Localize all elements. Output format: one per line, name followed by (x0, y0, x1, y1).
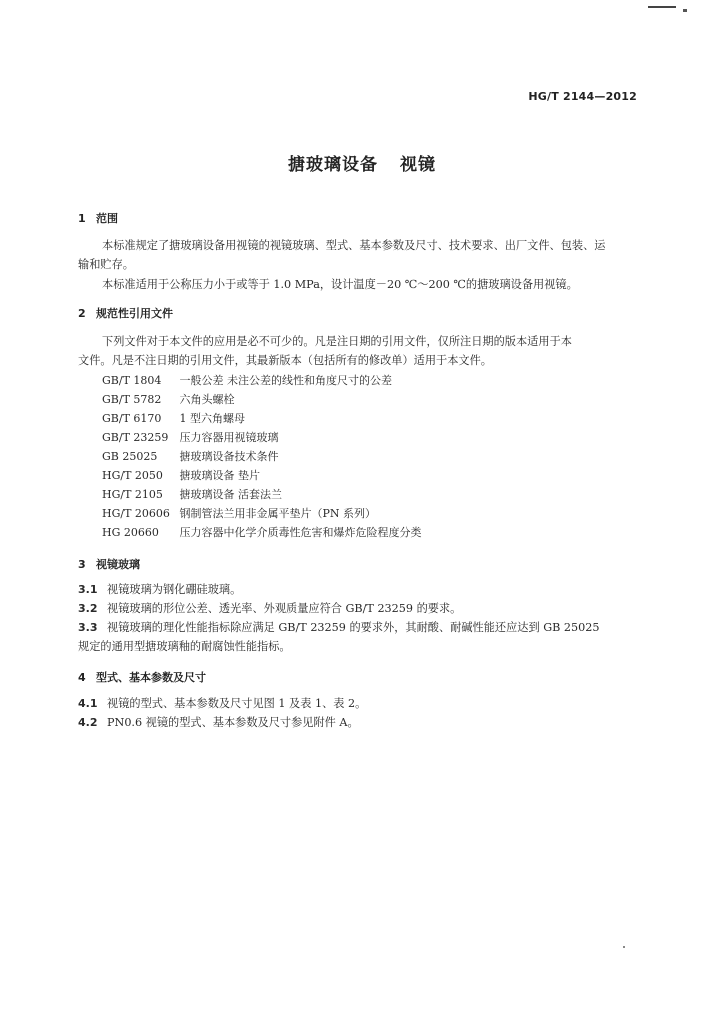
clause-text: 视镜的型式、基本参数及尺寸见图 1 及表 1、表 2。 (107, 697, 367, 710)
clause-number: 4.2 (78, 716, 98, 729)
reference-title: 1 型六角螺母 (179, 412, 245, 425)
reference-title: 搪玻璃设备 垫片 (179, 469, 260, 482)
reference-item (102, 526, 422, 540)
clause-number: 3.1 (78, 583, 98, 596)
reference-code: HG 20660 (102, 526, 159, 539)
scan-speck (623, 946, 625, 948)
reference-code: GB/T 5782 (102, 393, 162, 406)
reference-title: 六角头螺栓 (179, 393, 235, 406)
reference-item (102, 431, 279, 445)
reference-item (102, 374, 392, 388)
normative-intro-line-1: 下列文件对于本文件的应用是必不可少的。凡是注日期的引用文件，仅所注日期的版本适用于本 (102, 335, 572, 348)
clause-text: 视镜玻璃为钢化硼硅玻璃。 (107, 583, 242, 596)
clause-4-2 (78, 716, 359, 730)
section-title: 视镜玻璃 (96, 558, 140, 571)
section-1-heading (78, 210, 118, 226)
reference-item (102, 507, 376, 521)
title-part1: 搪玻璃设备 (288, 155, 378, 175)
corner-rule (648, 6, 676, 8)
reference-code: HG/T 2050 (102, 469, 163, 482)
section-title: 范围 (96, 212, 118, 225)
reference-code: HG/T 2105 (102, 488, 163, 501)
clause-text: 视镜玻璃的理化性能指标除应满足 GB/T 23259 的要求外，其耐酸、耐碱性能还应达到 GB 25025 (107, 621, 600, 634)
clause-number: 4.1 (78, 697, 98, 710)
clause-3-3 (78, 621, 600, 635)
section-4-heading (78, 669, 206, 685)
clause-number: 3.3 (78, 621, 98, 634)
reference-title: 钢制管法兰用非金属平垫片（PN 系列） (179, 507, 377, 520)
reference-title: 压力容器用视镜玻璃 (179, 431, 279, 444)
title-part2: 视镜 (400, 155, 436, 175)
normative-intro-line-2: 文件。凡是不注日期的引用文件，其最新版本（包括所有的修改单）适用于本文件。 (78, 354, 492, 367)
clause-text: 视镜玻璃的形位公差、透光率、外观质量应符合 GB/T 23259 的要求。 (107, 602, 462, 615)
section-number: 3 (78, 558, 86, 571)
clause-3-2 (78, 602, 461, 616)
section-title: 型式、基本参数及尺寸 (96, 671, 206, 684)
page-title (0, 150, 724, 175)
reference-title: 一般公差 未注公差的线性和角度尺寸的公差 (179, 374, 392, 387)
corner-mark (683, 9, 687, 12)
reference-item (102, 412, 245, 426)
reference-item (102, 393, 235, 407)
scope-paragraph-1-line-1: 本标准规定了搪玻璃设备用视镜的视镜玻璃、型式、基本参数及尺寸、技术要求、出厂文件、包装、运 (102, 239, 606, 252)
reference-title: 压力容器中化学介质毒性危害和爆炸危险程度分类 (179, 526, 422, 539)
reference-code: GB 25025 (102, 450, 158, 463)
section-number: 4 (78, 671, 86, 684)
scope-paragraph-2: 本标准适用于公称压力小于或等于 1.0 MPa，设计温度－20 ℃～200 ℃的搪玻璃设备用视镜。 (102, 278, 578, 291)
clause-text: PN0.6 视镜的型式、基本参数及尺寸参见附件 A。 (107, 716, 359, 729)
reference-code: GB/T 1804 (102, 374, 162, 387)
reference-title: 搪玻璃设备技术条件 (179, 450, 279, 463)
standard-number: HG/T 2144—2012 (528, 90, 637, 103)
reference-title: 搪玻璃设备 活套法兰 (179, 488, 282, 501)
section-number: 1 (78, 212, 86, 225)
clause-4-1 (78, 697, 366, 711)
reference-item (102, 469, 260, 483)
scope-paragraph-1-line-2: 输和贮存。 (78, 258, 134, 271)
section-3-heading (78, 556, 140, 572)
reference-item (102, 488, 282, 502)
clause-3-3-line-2: 规定的通用型搪玻璃釉的耐腐蚀性能指标。 (78, 640, 291, 653)
section-title: 规范性引用文件 (96, 307, 173, 320)
clause-number: 3.2 (78, 602, 98, 615)
reference-code: HG/T 20606 (102, 507, 170, 520)
clause-3-1 (78, 583, 241, 597)
reference-item (102, 450, 279, 464)
section-number: 2 (78, 307, 86, 320)
section-2-heading (78, 305, 173, 321)
reference-code: GB/T 6170 (102, 412, 162, 425)
reference-code: GB/T 23259 (102, 431, 169, 444)
